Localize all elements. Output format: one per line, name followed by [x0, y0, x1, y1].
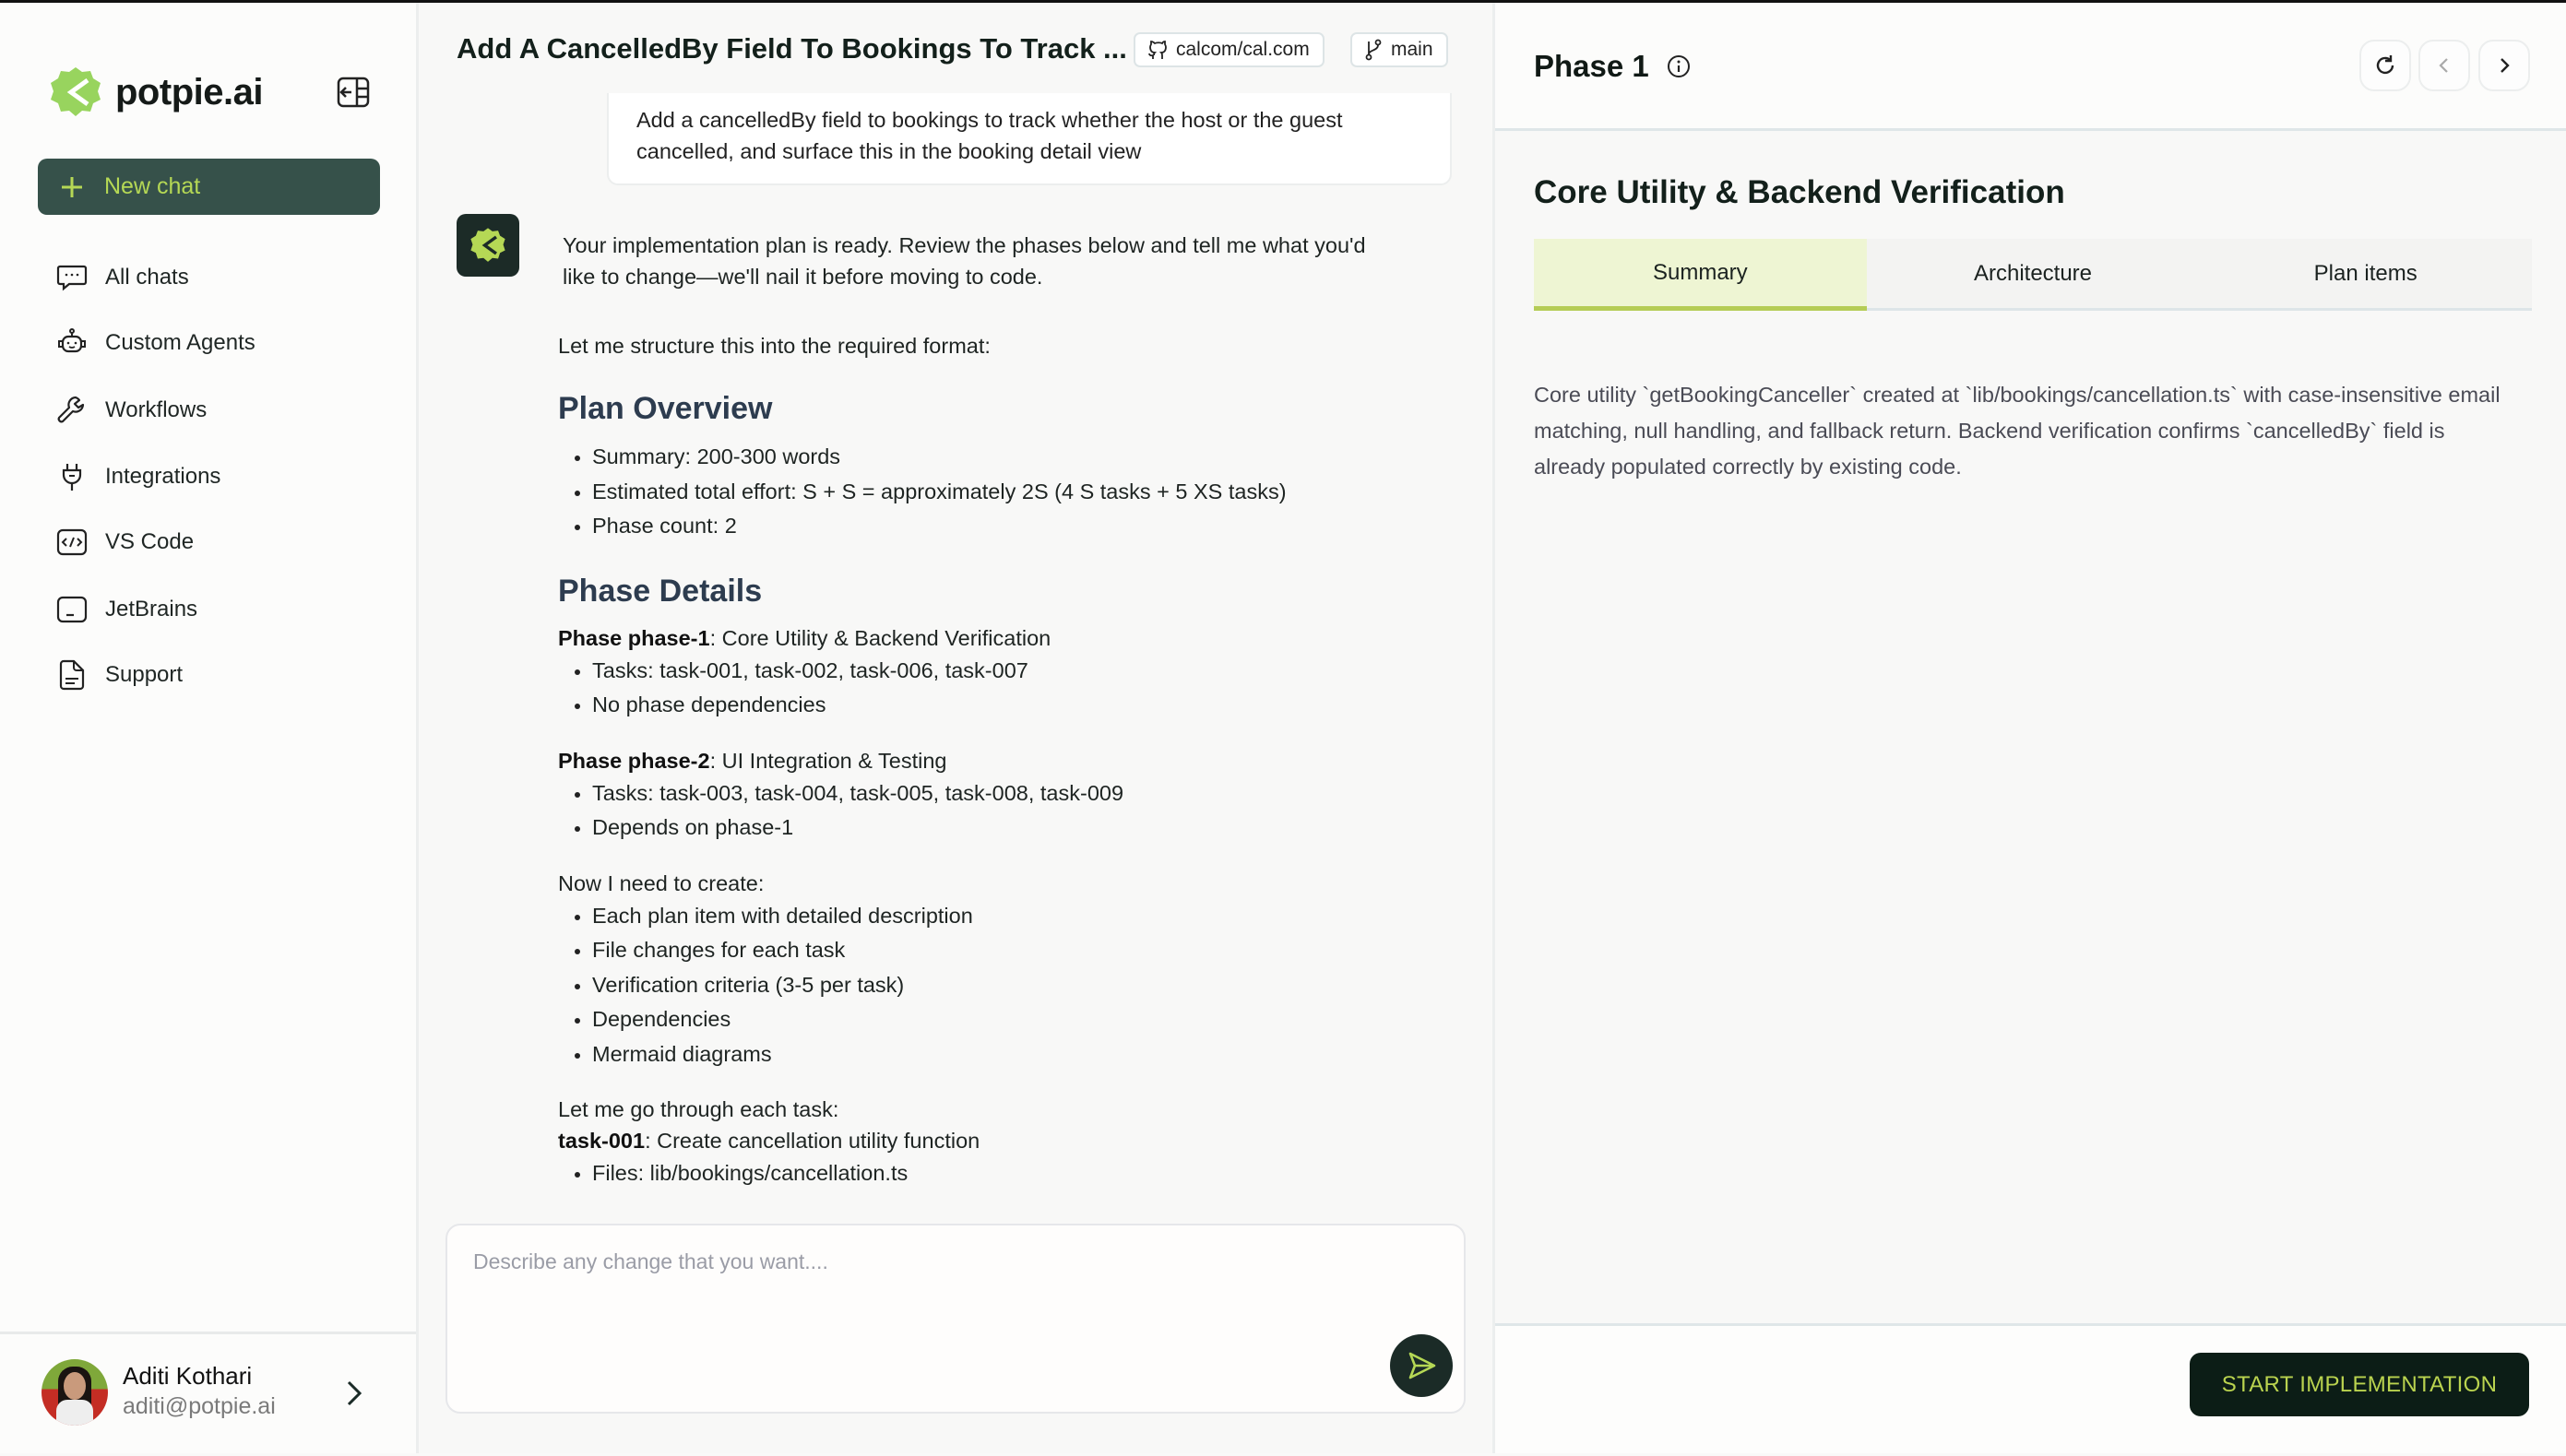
robot-icon [55, 326, 89, 360]
task-label: task-001 [558, 1129, 646, 1153]
phase-panel [1492, 3, 2566, 1453]
user-email: aditi@potpie.ai [123, 1393, 276, 1419]
chat-panel [419, 3, 1492, 1453]
phase-title: : Core Utility & Backend Verification [709, 625, 1051, 650]
next-phase-button[interactable] [2478, 40, 2530, 91]
phase-header [1495, 3, 2566, 131]
need-create-intro: Now I need to create: [558, 870, 765, 895]
bot-intro-message: Your implementation plan is ready. Review the phases below and tell me what you'd like to change—we'll nail it before moving to code. [563, 233, 1366, 289]
sidebar-item-label: Support [105, 662, 184, 687]
code-icon [55, 526, 89, 559]
git-branch-icon [1365, 39, 1382, 61]
user-name: Aditi Kothari [123, 1362, 253, 1390]
document-icon [55, 658, 89, 692]
list-item: Depends on phase-1 [575, 811, 1388, 846]
chevron-left-icon [2435, 54, 2453, 77]
structure-line: Let me structure this into the required format: [558, 334, 991, 358]
phase-2-list [558, 776, 1388, 846]
phase-title: : UI Integration & Testing [709, 748, 947, 773]
phase-1-line [558, 622, 1388, 654]
phase-tabs [1534, 239, 2532, 311]
sidebar-item-label: Workflows [105, 397, 208, 422]
send-icon [1406, 1350, 1437, 1381]
sidebar-item-label: Custom Agents [105, 330, 255, 355]
list-item: File changes for each task [575, 933, 1388, 968]
send-button[interactable] [1390, 1334, 1453, 1397]
plug-icon [55, 460, 89, 493]
sidebar-item-vs-code[interactable] [55, 515, 406, 570]
brand-name: potpie.ai [115, 71, 263, 112]
phase-2-line [558, 745, 1388, 776]
refresh-icon [2373, 53, 2397, 77]
plan-overview-heading: Plan Overview [558, 391, 773, 426]
tab-plan-items[interactable]: Plan items [2199, 239, 2532, 308]
list-item: Estimated total effort: S + S = approximately 2S (4 S tasks + 5 XS tasks) [575, 475, 1388, 510]
phase-summary-text: Core utility `getBookingCanceller` created at `lib/bookings/cancellation.ts` with case-insensitive email matching, null handling, and fallback return. Backend verification confirms `cancelledBy` field is already populated correctly by existing code. [1534, 383, 2501, 479]
branch-name: main [1391, 39, 1433, 60]
sidebar-item-label: VS Code [105, 529, 195, 554]
list-item: Each plan item with detailed description [575, 899, 1388, 934]
phase-title [1534, 49, 1692, 84]
task-001-line [558, 1125, 1388, 1156]
sidebar-item-workflows[interactable] [55, 383, 406, 438]
chat-title: Add A CancelledBy Field To Bookings To Track ... [457, 32, 1127, 65]
change-request-input[interactable] [473, 1249, 1377, 1342]
bot-avatar [457, 214, 519, 277]
new-chat-button[interactable] [38, 159, 380, 215]
chat-input-box [445, 1224, 1466, 1414]
need-create-list [558, 899, 1388, 1072]
refresh-button[interactable] [2359, 40, 2411, 91]
potpie-logo-icon [469, 227, 506, 264]
sidebar-item-label: JetBrains [105, 597, 198, 621]
list-item: Verification criteria (3-5 per task) [575, 968, 1388, 1003]
chat-bubble-icon [55, 261, 89, 294]
phase-title-text: Phase 1 [1534, 49, 1649, 83]
github-icon [1148, 39, 1167, 61]
list-item: No phase dependencies [575, 688, 1388, 723]
plus-icon [60, 175, 84, 199]
sidebar-item-label: Integrations [105, 464, 221, 489]
phase-details-heading: Phase Details [558, 573, 763, 609]
chevron-right-icon [2495, 54, 2513, 77]
chevron-right-icon[interactable] [343, 1379, 365, 1408]
go-through-line: Let me go through each task: [558, 1097, 839, 1121]
avatar [42, 1359, 108, 1426]
wrench-icon [55, 394, 89, 427]
start-implementation-button[interactable]: START IMPLEMENTATION [2190, 1353, 2529, 1416]
user-message: Add a cancelledBy field to bookings to track whether the host or the guest cancelled, and surface this in the booking detail view [607, 93, 1452, 185]
tab-summary[interactable]: Summary [1534, 239, 1867, 311]
new-chat-label: New chat [104, 173, 201, 199]
list-item: Files: lib/bookings/cancellation.ts [575, 1156, 1388, 1191]
brand-logo[interactable] [49, 65, 263, 119]
list-item: Mermaid diagrams [575, 1037, 1388, 1072]
phase-heading: Core Utility & Backend Verification [1534, 174, 2065, 210]
phase-label: Phase phase-2 [558, 748, 710, 773]
info-icon[interactable] [1666, 53, 1692, 79]
collapse-sidebar-icon[interactable] [337, 77, 370, 108]
potpie-logo-icon [49, 65, 102, 119]
phase-label: Phase phase-1 [558, 625, 710, 650]
sidebar-item-all-chats[interactable] [55, 250, 406, 305]
sidebar-item-support[interactable] [55, 647, 406, 703]
sidebar-item-jetbrains[interactable] [55, 582, 406, 637]
plan-overview-list [558, 440, 1388, 544]
sidebar-item-integrations[interactable] [55, 449, 406, 504]
branch-chip[interactable] [1350, 32, 1448, 67]
sidebar-item-custom-agents[interactable] [55, 315, 406, 371]
list-item: Tasks: task-001, task-002, task-006, task-007 [575, 654, 1388, 689]
list-item: Phase count: 2 [575, 509, 1388, 544]
sidebar-item-label: All chats [105, 265, 189, 290]
phase-footer [1495, 1323, 2566, 1453]
list-item: Tasks: task-003, task-004, task-005, task-008, task-009 [575, 776, 1388, 811]
bot-plan-message [558, 330, 1388, 1202]
user-profile[interactable] [0, 1332, 416, 1456]
sidebar [0, 3, 419, 1453]
terminal-icon [55, 593, 89, 626]
tab-architecture[interactable]: Architecture [1867, 239, 2200, 308]
task-title: : Create cancellation utility function [645, 1129, 980, 1153]
repo-chip[interactable] [1134, 32, 1325, 67]
repo-name: calcom/cal.com [1176, 39, 1310, 60]
list-item: Summary: 200-300 words [575, 440, 1388, 475]
list-item: Dependencies [575, 1002, 1388, 1037]
previous-phase-button[interactable] [2418, 40, 2470, 91]
task-001-list [558, 1156, 1388, 1191]
phase-1-list [558, 654, 1388, 723]
